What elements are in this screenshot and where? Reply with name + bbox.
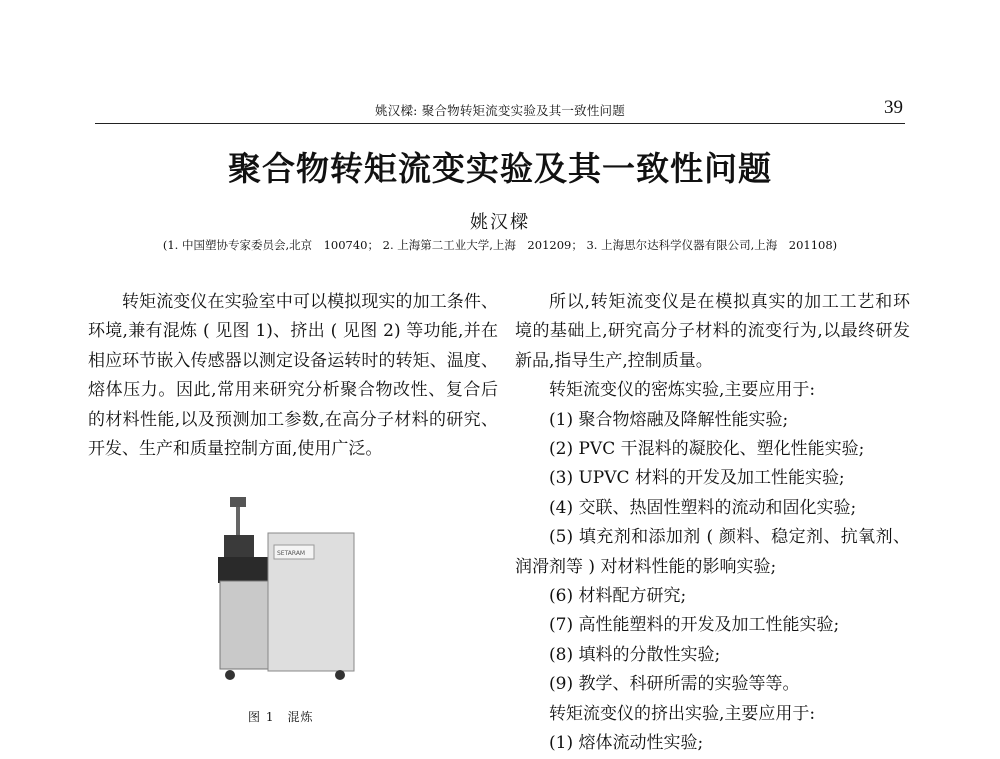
list-item: (1) 聚合物熔融及降解性能实验; bbox=[549, 409, 789, 430]
mixer-left-cabinet bbox=[220, 581, 270, 669]
right-column bbox=[515, 288, 910, 759]
mixer-chamber bbox=[218, 557, 268, 583]
list-item: (5) 填充剂和添加剂 ( 颜料、稳定剂、抗氧剂、润滑剂等 ) 对材料性能的影响实验; bbox=[515, 527, 910, 577]
right-paragraph-3: 转矩流变仪的挤出实验,主要应用于: bbox=[549, 703, 816, 724]
affiliations: (1. 中国塑协专家委员会,北京 100740； 2. 上海第二工业大学,上海 201209； 3. 上海思尔达科学仪器有限公司,上海 201108) bbox=[162, 238, 838, 252]
left-column bbox=[88, 288, 498, 464]
figure-mixer-photo bbox=[210, 495, 360, 685]
list-item: (6) 材料配方研究; bbox=[549, 586, 687, 607]
mixer-wheel-right bbox=[335, 670, 345, 680]
list-item: (2) PVC 干混料的凝胶化、塑化性能实验; bbox=[549, 439, 865, 460]
author: 姚汉樑 bbox=[470, 212, 530, 233]
list-item: (9) 教学、科研所需的实验等等。 bbox=[549, 674, 800, 695]
list-item: (8) 填料的分散性实验; bbox=[549, 644, 721, 665]
article-title: 聚合物转矩流变实验及其一致性问题 bbox=[228, 149, 772, 188]
running-title: 姚汉樑: 聚合物转矩流变实验及其一致性问题 bbox=[375, 103, 625, 118]
mixer-wheel-left bbox=[225, 670, 235, 680]
figure-caption: 图 1 混炼 bbox=[248, 710, 314, 724]
page-number: 39 bbox=[884, 97, 903, 118]
list-item: (4) 交联、热固性塑料的流动和固化实验; bbox=[549, 497, 857, 518]
mixer-panel-label: SETARAM bbox=[277, 550, 306, 557]
list-item: (3) UPVC 材料的开发及加工性能实验; bbox=[549, 468, 845, 489]
mixer-stand-top bbox=[230, 497, 246, 507]
left-paragraph-1: 转矩流变仪在实验室中可以模拟现实的加工条件、环境,兼有混炼 ( 见图 1)、挤出 ( 见图 2) 等功能,并在相应环节嵌入传感器以测定设备运转时的转矩、温度、熔体压力。因此,常用来研究分析聚合物改性、复合后的材料性能,以及预测加工参数,在高分子材料的研究、开发、生产和质量控制方面,使用广泛。 bbox=[88, 292, 498, 460]
right-paragraph-1: 所以,转矩流变仪是在模拟真实的加工工艺和环境的基础上,研究高分子材料的流变行为,以最终研发新品,指导生产,控制质量。 bbox=[515, 292, 910, 371]
list-item: (7) 高性能塑料的开发及加工性能实验; bbox=[549, 615, 840, 636]
right-paragraph-2: 转矩流变仪的密炼实验,主要应用于: bbox=[549, 380, 816, 401]
list-item: (1) 熔体流动性实验; bbox=[549, 733, 704, 754]
running-head bbox=[95, 99, 905, 124]
